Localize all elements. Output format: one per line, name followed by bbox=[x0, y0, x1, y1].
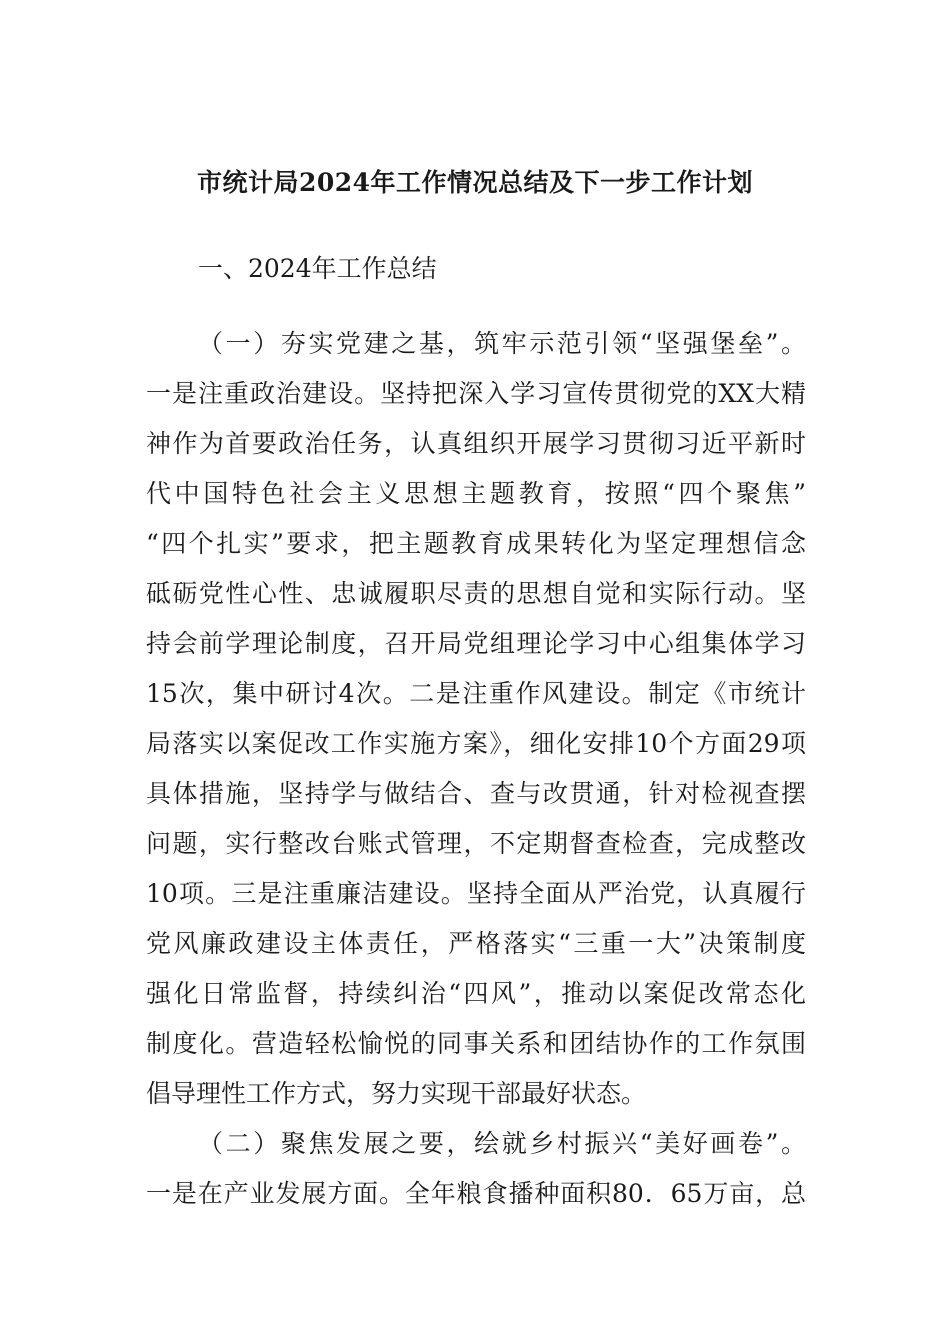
paragraph-line: 倡导理性工作方式，努力实现干部最好状态。 bbox=[146, 1079, 647, 1108]
paragraph-line: 一是在产业发展方面。全年粮食播种面积80．65万亩，总 bbox=[146, 1179, 806, 1208]
paragraph-line: 砥砺党性心性、忠诚履职尽责的思想自觉和实际行动。坚 bbox=[146, 579, 806, 608]
paragraph-line: 党风廉政建设主体责任，严格落实“三重一大”决策制度 bbox=[146, 929, 806, 958]
page-title: 市统计局2024年工作情况总结及下一步工作计划 bbox=[196, 168, 754, 197]
paragraph-line: 10项。三是注重廉洁建设。坚持全面从严治党，认真履行 bbox=[146, 879, 806, 908]
paragraph-line: 具体措施，坚持学与做结合、查与改贯通，针对检视查摆 bbox=[146, 779, 806, 808]
paragraph-line: 15次，集中研讨4次。二是注重作风建设。制定《市统计 bbox=[146, 679, 806, 708]
section-heading: 一、2024年工作总结 bbox=[198, 254, 437, 283]
paragraph-line: 制度化。营造轻松愉悦的同事关系和团结协作的工作氛围 bbox=[146, 1029, 806, 1058]
paragraph-line: 局落实以案促改工作实施方案》，细化安排10个方面29项 bbox=[146, 729, 806, 758]
paragraph-line: 问题，实行整改台账式管理，不定期督查检查，完成整改 bbox=[146, 829, 806, 858]
paragraph-line: 神作为首要政治任务，认真组织开展学习贯彻习近平新时 bbox=[146, 429, 806, 458]
paragraph-line: “四个扎实”要求，把主题教育成果转化为坚定理想信念 bbox=[146, 529, 806, 558]
paragraph-line: 代中国特色社会主义思想主题教育，按照“四个聚焦” bbox=[146, 479, 806, 508]
subsection-heading: （一）夯实党建之基，筑牢示范引领“坚强堡垒”。 bbox=[198, 329, 806, 358]
paragraph-line: 一是注重政治建设。坚持把深入学习宣传贯彻党的XX大精 bbox=[146, 379, 806, 408]
paragraph-line: 强化日常监督，持续纠治“四风”，推动以案促改常态化 bbox=[146, 979, 806, 1008]
paragraph-line: 持会前学理论制度，召开局党组理论学习中心组集体学习 bbox=[146, 629, 806, 658]
subsection-heading: （二）聚焦发展之要，绘就乡村振兴“美好画卷”。 bbox=[198, 1129, 806, 1158]
